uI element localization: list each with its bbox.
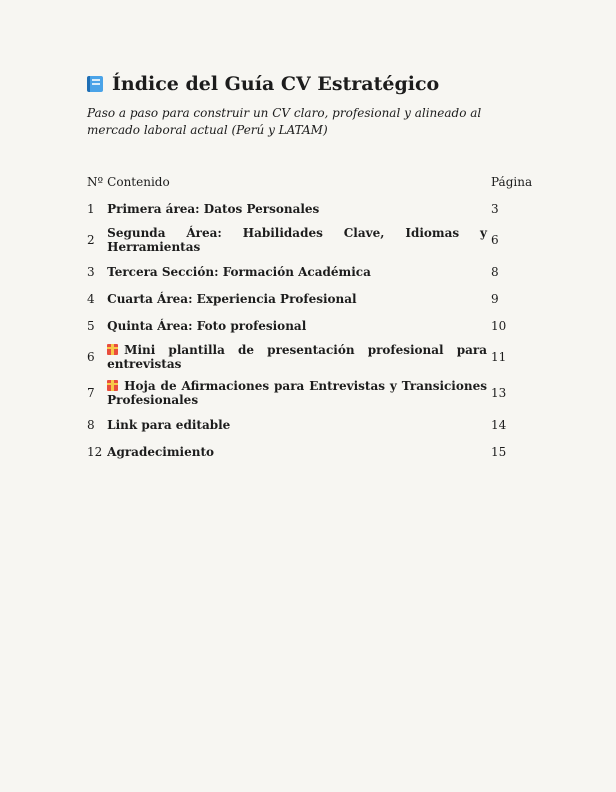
row-page: 13 — [491, 386, 507, 400]
row-page: 15 — [491, 444, 507, 459]
row-content: Tercera Sección: Formación Académica — [107, 264, 371, 279]
row-content-text: Mini plantilla de presentación profesional para entrevistas — [107, 343, 487, 371]
toc-row — [85, 222, 535, 258]
toc-header-row — [85, 168, 535, 195]
row-num: 1 — [87, 201, 95, 216]
toc-row — [85, 285, 535, 312]
toc-row — [85, 438, 535, 465]
gift-icon — [107, 344, 118, 355]
row-page: 6 — [491, 233, 499, 247]
row-num: 3 — [87, 264, 95, 279]
row-content-text: Hoja de Afirmaciones para Entrevistas y Transiciones Profesionales — [107, 379, 487, 407]
row-num: 6 — [87, 350, 95, 364]
header-content: Contenido — [107, 174, 170, 189]
row-content — [105, 375, 489, 411]
toc-row — [85, 339, 535, 375]
toc-row — [85, 411, 535, 438]
page-title — [87, 73, 439, 95]
gift-icon — [107, 380, 118, 391]
toc-row — [85, 195, 535, 222]
row-num: 2 — [87, 233, 95, 247]
row-content — [105, 339, 489, 375]
header-num: Nº — [87, 174, 104, 189]
row-page: 10 — [491, 318, 507, 333]
row-content: Agradecimiento — [107, 444, 215, 459]
page-subtitle: Paso a paso para construir un CV claro, profesional y alineado al mercado laboral actual (Perú y LATAM) — [87, 106, 482, 137]
row-page: 9 — [491, 291, 499, 306]
row-num: 12 — [87, 444, 103, 459]
row-content: Cuarta Área: Experiencia Profesional — [107, 291, 357, 306]
row-content: Quinta Área: Foto profesional — [107, 318, 307, 333]
toc-row — [85, 375, 535, 411]
row-content: Primera área: Datos Personales — [107, 201, 320, 216]
row-num: 8 — [87, 417, 95, 432]
row-content: Link para editable — [107, 417, 231, 432]
toc-row — [85, 258, 535, 285]
row-num: 4 — [87, 291, 95, 306]
row-num: 5 — [87, 318, 95, 333]
blue-book-icon — [87, 76, 103, 92]
page-title-text: Índice del Guía CV Estratégico — [112, 73, 440, 95]
row-page: 11 — [491, 350, 507, 364]
row-page: 3 — [491, 201, 499, 216]
toc-row — [85, 312, 535, 339]
row-page: 14 — [491, 417, 507, 432]
row-content: Segunda Área: Habilidades Clave, Idiomas y Herramientas — [107, 226, 487, 254]
row-num: 7 — [87, 386, 95, 400]
row-page: 8 — [491, 264, 499, 279]
header-page: Página — [491, 174, 533, 189]
table-of-contents — [85, 168, 535, 465]
